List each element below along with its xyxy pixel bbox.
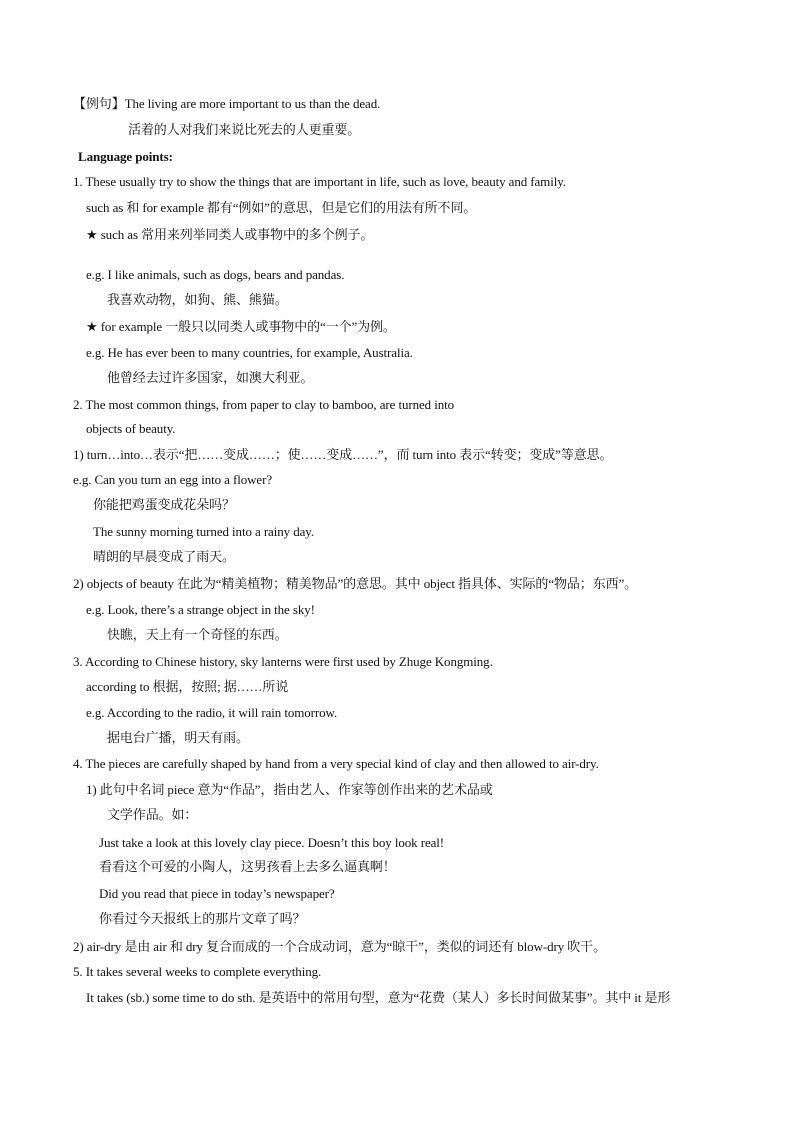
text-line: 你能把鸡蛋变成花朵吗？: [93, 498, 235, 513]
text-line: such as 和 for example 都有“例如”的意思，但是它们的用法有所不同。: [86, 200, 477, 215]
text-line: e.g. Can you turn an egg into a flower?: [73, 472, 272, 487]
text-line: Did you read that piece in today’s newspaper?: [99, 886, 335, 901]
text-line: Just take a look at this lovely clay piece. Doesn’t this boy look real!: [99, 835, 445, 850]
text-line: 3. According to Chinese history, sky lanterns were first used by Zhuge Kongming.: [73, 654, 493, 669]
text-line: 2. The most common things, from paper to clay to bamboo, are turned into: [73, 397, 455, 412]
text-line: 我喜欢动物，如狗、熊、熊猫。: [107, 293, 288, 308]
text-line: 他曾经去过许多国家，如澳大利亚。: [107, 371, 314, 386]
text-line: 你看过今天报纸上的那片文章了吗？: [99, 912, 306, 927]
text-line: 活着的人对我们来说比死去的人更重要。: [128, 123, 361, 138]
text-line: 2) air-dry 是由 air 和 dry 复合而成的一个合成动词，意为“晾干”，类似的词还有 blow-dry 吹干。: [73, 939, 606, 954]
text-line: e.g. I like animals, such as dogs, bears and pandas.: [86, 267, 345, 282]
text-line: It takes (sb.) some time to do sth. 是英语中的常用句型，意为“花费（某人）多长时间做某事”。其中 it 是形: [86, 990, 671, 1005]
text-line: 快瞧，天上有一个奇怪的东西。: [107, 628, 288, 643]
text-line: 5. It takes several weeks to complete everything.: [73, 964, 322, 979]
text-line: 看看这个可爱的小陶人，这男孩看上去多么逼真啊！: [99, 860, 396, 875]
text-line: 晴朗的早晨变成了雨天。: [93, 550, 235, 565]
text-line: 【例句】The living are more important to us than the dead.: [73, 96, 381, 111]
text-line: objects of beauty.: [86, 421, 176, 436]
text-line: 1) turn…into…表示“把……变成……；使……变成……”，而 turn into 表示“转变；变成”等意思。: [73, 447, 613, 462]
text-line: e.g. According to the radio, it will rain tomorrow.: [86, 705, 338, 720]
text-line: ★ such as 常用来列举同类人或事物中的多个例子。: [86, 227, 374, 242]
text-line: according to 根据，按照; 据……所说: [86, 679, 289, 694]
text-line: e.g. Look, there’s a strange object in the sky!: [86, 602, 315, 617]
text-line: e.g. He has ever been to many countries, for example, Australia.: [86, 345, 413, 360]
text-line: 文学作品。如：: [107, 808, 198, 823]
text-line: ★ for example 一般只以同类人或事物中的“一个”为例。: [86, 319, 396, 334]
text-line: 2) objects of beauty 在此为“精美植物；精美物品”的意思。其中 object 指具体、实际的“物品；东西”。: [73, 576, 638, 591]
text-line: 1) 此句中名词 piece 意为“作品”，指由艺人、作家等创作出来的艺术品或: [86, 782, 493, 797]
text-line: Language points:: [78, 149, 173, 164]
text-line: 据电台广播，明天有雨。: [107, 731, 249, 746]
text-line: The sunny morning turned into a rainy day.: [93, 524, 314, 539]
text-line: 4. The pieces are carefully shaped by hand from a very special kind of clay and then allowed to air-dry.: [73, 756, 599, 771]
text-line: 1. These usually try to show the things that are important in life, such as love, beauty and family.: [73, 174, 566, 189]
